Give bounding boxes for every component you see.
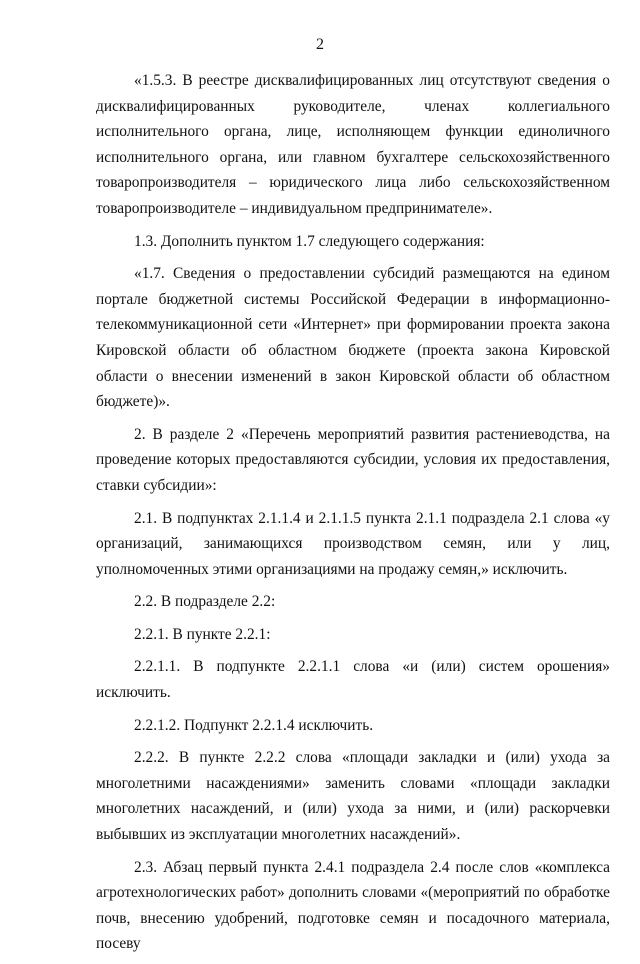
page-number: 2 xyxy=(316,36,324,53)
paragraph-1-5-3: «1.5.3. В реестре дисквалифицированных лиц отсутствуют сведения о дисквалифицированных руководителе, членах коллегиального исполнительного органа, лице, исполняющем функции единоличного исполнительного органа, или главном бухгалтере сельскохозяйственного товаропроизводителя – юридического лица либо сельскохозяйственном товаропроизводителе – индивидуальном предпринимателе». xyxy=(96,72,610,217)
paragraph-1-7: «1.7. Сведения о предоставлении субсидий размещаются на едином портале бюджетной системы Российской Федерации в информационно-телекоммуникационной сети «Интернет» при формировании проекта закона Кировской области об областном бюджете (проекта закона Кировской области о внесении изменений в закон Кировской области об областном бюджете)». xyxy=(96,265,610,411)
paragraph-2-2-2: 2.2.2. В пункте 2.2.2 слова «площади закладки и (или) ухода за многолетними насаждениями» заменить словами «площади закладки многолетних насаждений, и (или) ухода за ними, и (или) раскорчевки выбывших из эксплуатации многолетних насаждений». xyxy=(96,749,610,844)
paragraph-1-3: 1.3. Дополнить пунктом 1.7 следующего содержания: xyxy=(134,232,485,250)
document-body xyxy=(96,68,610,964)
paragraph-2-2-1: 2.2.1. В пункте 2.2.1: xyxy=(134,625,271,643)
paragraph-2-3: 2.3. Абзац первый пункта 2.4.1 подраздела 2.4 после слов «комплекса агротехнологических работ» дополнить словами «(мероприятий по обработке почв, внесению удобрений, подготовке семян и посадочного материала, посеву xyxy=(96,858,610,953)
paragraph-2-2-1-1: 2.2.1.1. В подпункте 2.2.1.1 слова «и (или) систем орошения» исключить. xyxy=(96,658,610,702)
paragraph-2-2: 2.2. В подразделе 2.2: xyxy=(134,593,276,611)
paragraph-2-2-1-2: 2.2.1.2. Подпункт 2.2.1.4 исключить. xyxy=(134,716,374,734)
paragraph-2: 2. В разделе 2 «Перечень мероприятий развития растениеводства, на проведение которых предоставляются субсидии, условия их предоставления, ставки субсидии»: xyxy=(96,425,610,494)
paragraph-2-1: 2.1. В подпунктах 2.1.1.4 и 2.1.1.5 пункта 2.1.1 подраздела 2.1 слова «у организаций, занимающихся производством семян, или у лиц, уполномоченных этими организациями на продажу семян,» исключить. xyxy=(96,509,610,578)
